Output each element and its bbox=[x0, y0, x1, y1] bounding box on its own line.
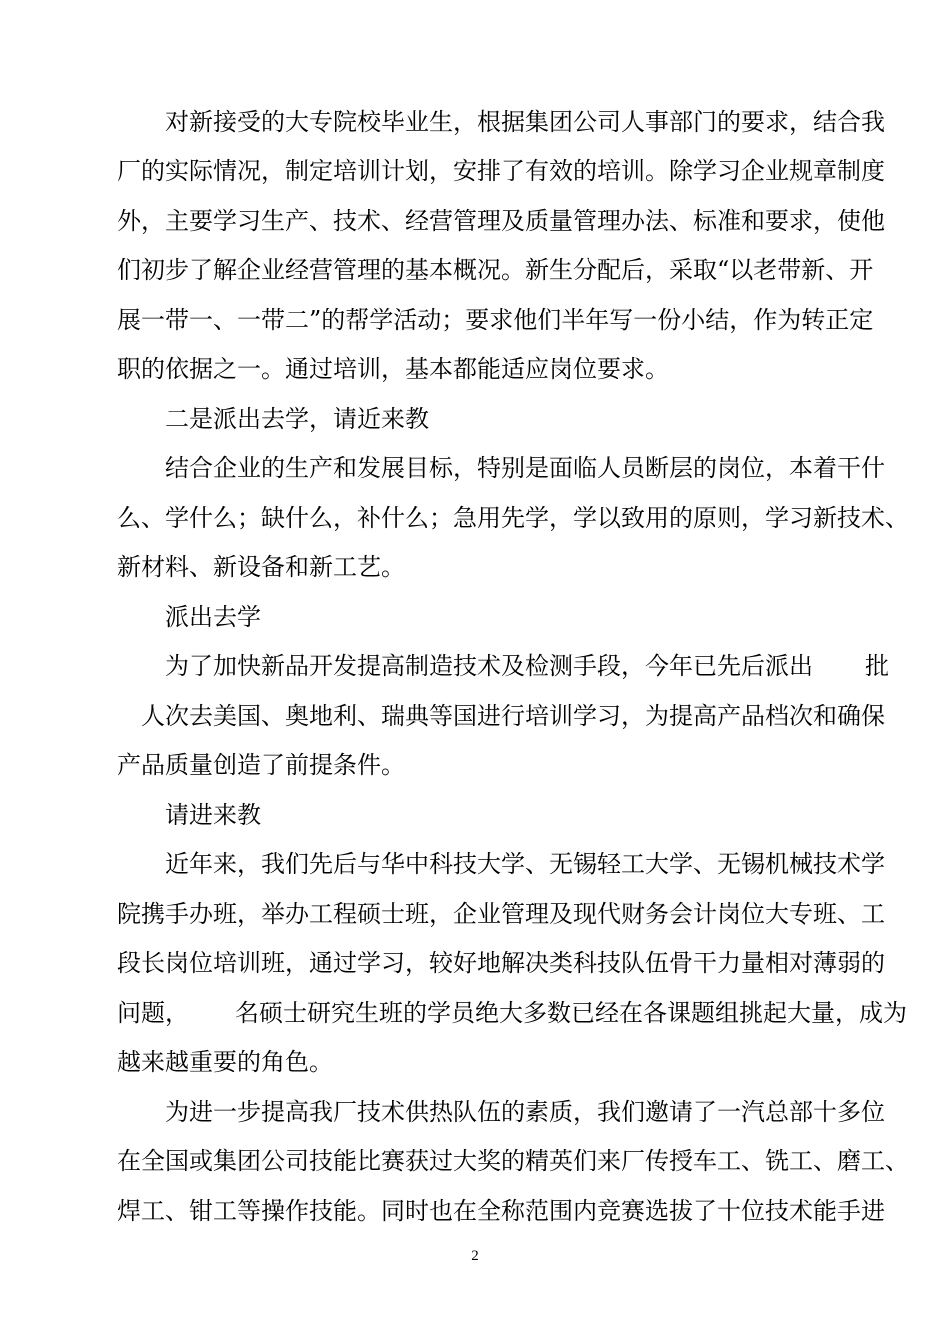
paragraph-line: 为进一步提高我厂技术供热队伍的素质，我们邀请了一汽总部十多位 bbox=[165, 1098, 885, 1126]
paragraph-line: 焊工、钳工等操作技能。同时也在全称范围内竞赛选拔了十位技术能手进 bbox=[117, 1197, 885, 1225]
paragraph-line bbox=[117, 993, 907, 1033]
paragraph-line: 越来越重要的角色。 bbox=[117, 1048, 333, 1076]
paragraph-line: 院携手办班，举办工程硕士班，企业管理及现代财务会计岗位大专班、工 bbox=[117, 900, 885, 928]
paragraph-line bbox=[165, 646, 889, 686]
paragraph-line: 对新接受的大专院校毕业生，根据集团公司人事部门的要求，结合我 bbox=[165, 108, 885, 136]
paragraph-text: 名硕士研究生班的学员绝大多数已经在各课题组挑起大量，成为 bbox=[235, 999, 907, 1027]
paragraph-text: 问题， bbox=[117, 999, 189, 1027]
paragraph-text: 为了加快新品开发提高制造技术及检测手段，今年已先后派出 bbox=[165, 652, 813, 680]
paragraph-line: 在全国或集团公司技能比赛获过大奖的精英们来厂传授车工、铣工、磨工、 bbox=[117, 1147, 909, 1175]
paragraph-line: 近年来，我们先后与华中科技大学、无锡轻工大学、无锡机械技术学 bbox=[165, 850, 885, 878]
paragraph-line: 们初步了解企业经营管理的基本概况。新生分配后，采取“以老带新、开 bbox=[117, 256, 874, 284]
paragraph-line: 段长岗位培训班，通过学习，较好地解决类科技队伍骨干力量相对薄弱的 bbox=[117, 949, 885, 977]
paragraph-line: 展一带一、一带二”的帮学活动；要求他们半年写一份小结，作为转正定 bbox=[117, 306, 874, 334]
paragraph-line: 外，主要学习生产、技术、经营管理及质量管理办法、标准和要求，使他 bbox=[117, 207, 885, 235]
paragraph-line: 厂的实际情况，制定培训计划，安排了有效的培训。除学习企业规章制度 bbox=[117, 157, 885, 185]
paragraph-line: 人次去美国、奥地利、瑞典等国进行培训学习，为提高产品档次和确保 bbox=[141, 702, 885, 730]
subheading-invite-in: 请进来教 bbox=[165, 801, 261, 829]
paragraph-line: 职的依据之一。通过培训，基本都能适应岗位要求。 bbox=[117, 355, 669, 383]
paragraph-line: 产品质量创造了前提条件。 bbox=[117, 751, 405, 779]
page-number: 2 bbox=[471, 1248, 479, 1264]
paragraph-line: 么、学什么；缺什么，补什么；急用先学，学以致用的原则，学习新技术、 bbox=[117, 504, 909, 532]
paragraph-text: 批 bbox=[865, 652, 889, 680]
paragraph-line: 结合企业的生产和发展目标，特别是面临人员断层的岗位，本着干什 bbox=[165, 454, 885, 482]
section-heading: 二是派出去学，请近来教 bbox=[165, 405, 429, 433]
paragraph-line: 新材料、新设备和新工艺。 bbox=[117, 553, 405, 581]
subheading-send-out: 派出去学 bbox=[165, 603, 261, 631]
